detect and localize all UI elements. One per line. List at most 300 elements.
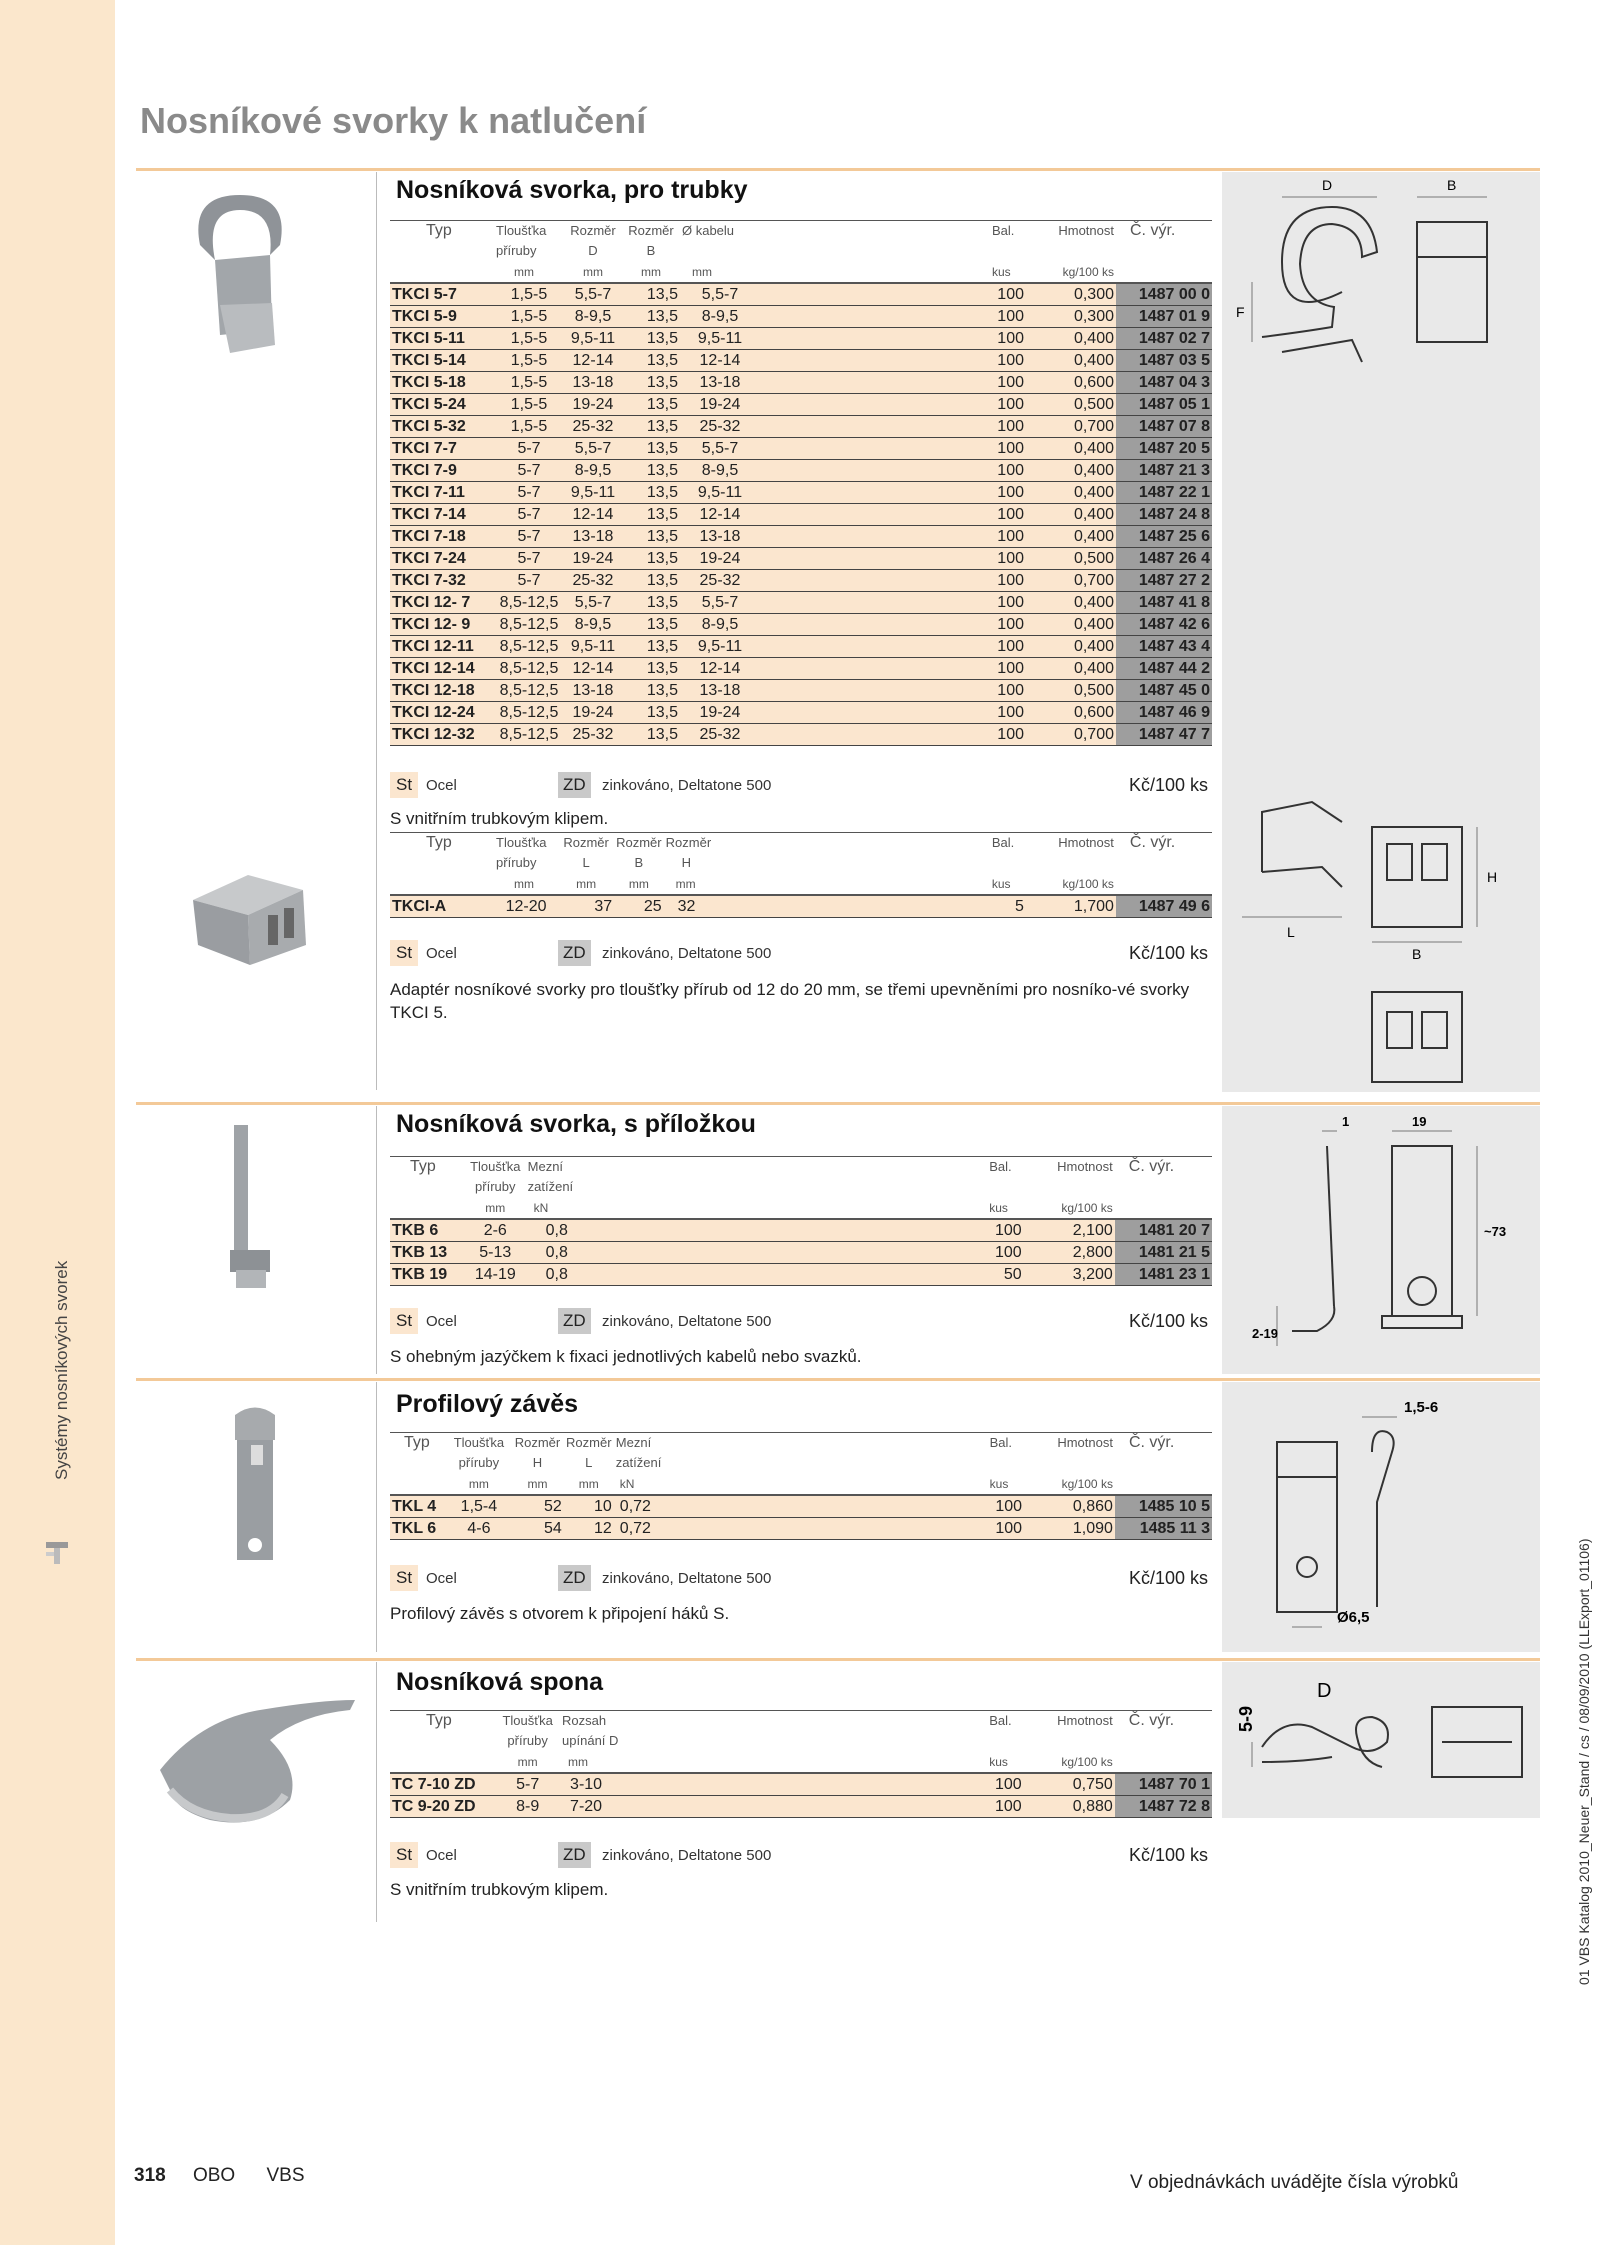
cell: 8,5-12,5 [494,680,564,702]
cell-article-number: 1487 46 9 [1116,702,1212,724]
cell-article-number: 1487 49 6 [1116,895,1212,918]
cell: 19-24 [564,702,622,724]
cell: 5,5-7 [680,438,760,460]
unit-kn: kN [614,1473,691,1495]
finish-zd-label: zinkováno, Deltatone 500 [602,1847,772,1864]
cell-typ: TKCI 7-14 [390,504,494,526]
table-row [390,350,1212,372]
footer-left [134,2165,305,2187]
cell: 8-9,5 [680,460,760,482]
table-row [390,394,1212,416]
cell: 13,5 [622,283,680,306]
cell-typ: TKCI 7-11 [390,482,494,504]
cell-typ: TKCI 5-9 [390,306,494,328]
finish-zd-label: zinkováno, Deltatone 500 [602,1313,772,1330]
cell: 2-6 [465,1219,526,1242]
table-row [390,548,1212,570]
table-row [390,416,1212,438]
table-row [390,1219,1212,1242]
dim-1: 1 [1342,1114,1350,1129]
col-tloustka: Tloušťka [496,835,547,850]
cell: 13-18 [680,526,760,548]
cell: 100 [987,1796,1023,1818]
cell: 19-24 [680,702,760,724]
cell: 5,5-7 [564,592,622,614]
cell: 8-9,5 [564,614,622,636]
cell-typ: TKCI 7-18 [390,526,494,548]
unit-mm: mm [622,261,680,283]
cell: 100 [990,592,1026,614]
cell: 5,5-7 [680,283,760,306]
col-l: L [582,855,590,870]
cell: 0,860 [1024,1495,1115,1518]
beam-clamp-icon [42,1536,72,1566]
col-d: D [588,243,598,258]
cell: 13,5 [622,350,680,372]
cell: 100 [987,1219,1023,1242]
cell-typ: TKL 6 [390,1518,447,1540]
cell: 13,5 [622,570,680,592]
cell-article-number: 1487 45 0 [1116,680,1212,702]
unit-mm: mm [494,261,564,283]
section-divider [136,1658,1540,1661]
cell-article-number: 1487 22 1 [1116,482,1212,504]
cell: 100 [990,460,1026,482]
col-tloustka: Tloušťka [502,1713,553,1728]
cell: 100 [990,658,1026,680]
cell: 9,5-11 [564,328,622,350]
cell: 100 [990,372,1026,394]
cell-article-number: 1481 23 1 [1115,1264,1212,1286]
dim-d: D [1322,177,1333,193]
col-hmotnost: Hmotnost [1024,1711,1115,1752]
col-b: B [634,855,644,870]
cell: 0,400 [1026,614,1116,636]
cell: 32 [664,895,744,918]
cell-article-number: 1487 02 7 [1116,328,1212,350]
material-row [390,1565,1212,1595]
section-rule [376,172,377,1090]
cell: 13,5 [622,372,680,394]
cell-typ: TKB 6 [390,1219,465,1242]
col-bal: Bal. [988,1433,1024,1474]
cell: 0,600 [1026,702,1116,724]
dim-d: D [1317,1680,1332,1702]
col-tloustka: Tloušťka [470,1159,521,1174]
table-row [390,306,1212,328]
table-row [390,460,1212,482]
cell-article-number: 1487 43 4 [1116,636,1212,658]
section-rule [376,1106,377,1374]
cell: 0,72 [614,1495,691,1518]
cell: 0,500 [1026,394,1116,416]
cell: 100 [990,394,1026,416]
tkci-table [390,220,1212,746]
section-title: Profilový závěs [396,1390,579,1418]
material-row [390,1842,1212,1872]
cell: 5-7 [494,570,564,592]
cell: 13,5 [622,658,680,680]
cell-typ: TC 7-10 ZD [390,1773,495,1796]
cell-article-number: 1487 07 8 [1116,416,1212,438]
col-zatizeni: zatížení [615,1455,662,1470]
cell: 9,5-11 [680,482,760,504]
col-typ: Typ [390,1157,465,1198]
side-bar [0,0,115,2245]
cell: 5,5-7 [564,438,622,460]
cell: 100 [988,1518,1024,1540]
section-note: Profilový závěs s otvorem k připojení háků S. [390,1604,730,1623]
col-rozmer-d: Rozměr [570,223,616,238]
table-row [390,570,1212,592]
tc-table [390,1710,1212,1818]
cell-article-number: 1487 04 3 [1116,372,1212,394]
section-note: S ohebným jazýčkem k fixaci jednotlivých kabelů nebo svazků. [390,1347,862,1366]
finish-zd-label: zinkováno, Deltatone 500 [602,945,772,962]
section-title: Nosníková svorka, s příložkou [396,1110,756,1138]
cell: 5-7 [494,504,564,526]
cell: 0,400 [1026,328,1116,350]
cell-article-number: 1487 05 1 [1116,394,1212,416]
cell: 0,8 [526,1219,613,1242]
section-note: S vnitřním trubkovým klipem. [390,809,609,828]
cell: 0,400 [1026,350,1116,372]
tc-spring-clip-photo [150,1680,360,1840]
cell: 1,5-5 [494,416,564,438]
finish-zd-badge: ZD [558,772,591,798]
cell: 100 [990,328,1026,350]
table-row [390,1796,1212,1818]
table-row [390,724,1212,746]
price-unit: Kč/100 ks [1128,1311,1208,1331]
section-divider [136,168,1540,171]
cell: 0,700 [1026,724,1116,746]
cell: 100 [990,504,1026,526]
col-rozmer-h: Rozměr [665,835,712,850]
tkb-table [390,1156,1212,1286]
cell: 5,5-7 [564,283,622,306]
cell: 0,400 [1026,636,1116,658]
cell: 13,5 [622,614,680,636]
section-note: S vnitřním trubkovým klipem. [390,1880,609,1899]
cell: 0,500 [1026,548,1116,570]
price-unit: Kč/100 ks [1128,1845,1208,1865]
cell: 0,700 [1026,570,1116,592]
col-typ: Typ [390,1433,447,1474]
cell: 8,5-12,5 [494,636,564,658]
cell-article-number: 1485 10 5 [1115,1495,1212,1518]
brand: OBO [192,2165,236,2186]
cell: 13-18 [680,680,760,702]
unit-mm: mm [465,1197,526,1219]
table-row [390,372,1212,394]
material-st-badge: St [390,772,418,798]
cell-article-number: 1487 25 6 [1116,526,1212,548]
cell: 5-13 [465,1242,526,1264]
section-title: Nosníková svorka, pro trubky [396,176,748,204]
cell-typ: TKCI 5-18 [390,372,494,394]
unit-mm: mm [511,1473,564,1495]
table-row [390,482,1212,504]
cell: 100 [990,570,1026,592]
col-cvyr: Č. výr. [1115,1433,1212,1474]
cell: 1,700 [1026,895,1116,918]
dim-19: 19 [1412,1114,1427,1129]
price-unit: Kč/100 ks [1128,775,1208,795]
cell: 13,5 [622,702,680,724]
cell: 100 [990,636,1026,658]
cell-article-number: 1487 27 2 [1116,570,1212,592]
cell: 5-7 [494,460,564,482]
unit-kg: kg/100 ks [1024,1751,1115,1773]
cell: 52 [511,1495,564,1518]
col-hmotnost: Hmotnost [1026,833,1116,874]
table-row [390,658,1212,680]
technical-drawing-panel [1222,1662,1540,1818]
dim-b: B [1412,946,1422,962]
cell-article-number: 1487 00 0 [1116,283,1212,306]
col-cvyr: Č. výr. [1116,221,1212,262]
cell-article-number: 1487 44 2 [1116,658,1212,680]
cell: 0,8 [526,1264,613,1286]
cell-article-number: 1481 20 7 [1115,1219,1212,1242]
col-priruby: příruby [507,1733,548,1748]
tkci-clip-photo [180,185,300,360]
table-row [390,614,1212,636]
cell: 5,5-7 [680,592,760,614]
col-rozmer-l: Rozměr [563,835,609,850]
cell: 9,5-11 [680,328,760,350]
cell: 13,5 [622,592,680,614]
col-mezni: Mezní [615,1435,652,1450]
cell: 13,5 [622,680,680,702]
cell: 100 [990,416,1026,438]
cell: 8,5-12,5 [494,702,564,724]
material-st-badge: St [390,1842,418,1868]
cell: 100 [990,350,1026,372]
unit-kus: kus [987,1197,1023,1219]
cell: 1,5-5 [494,306,564,328]
table-row [390,680,1212,702]
finish-zd-badge: ZD [558,1565,591,1591]
cell: 100 [990,482,1026,504]
cell: 13,5 [622,394,680,416]
cell: 3-10 [560,1773,631,1796]
col-hmotnost: Hmotnost [1024,1157,1115,1198]
cell: 100 [988,1495,1024,1518]
material-st-badge: St [390,1565,418,1591]
cell-typ: TKCI 5-32 [390,416,494,438]
col-typ: Typ [390,833,494,874]
cell: 0,400 [1026,592,1116,614]
cell: 5-7 [494,526,564,548]
cell-article-number: 1487 41 8 [1116,592,1212,614]
dim-f: F [1236,304,1245,320]
cell-article-number: 1487 26 4 [1116,548,1212,570]
cell: 0,300 [1026,306,1116,328]
unit-kg: kg/100 ks [1024,1197,1115,1219]
cell: 10 [564,1495,614,1518]
cell: 0,400 [1026,482,1116,504]
cell-article-number: 1487 47 7 [1116,724,1212,746]
cell: 13,5 [622,438,680,460]
table-row [390,895,1212,918]
finish-zd-badge: ZD [558,1308,591,1334]
material-row [390,772,1212,802]
col-typ: Typ [390,1711,495,1752]
cell: 13,5 [622,416,680,438]
cell: 0,8 [526,1242,613,1264]
table-row [390,1264,1212,1286]
cell: 0,700 [1026,416,1116,438]
table-row [390,526,1212,548]
col-rozmer-h: Rozměr [514,1435,561,1450]
cell: 25-32 [680,570,760,592]
cell-typ: TC 9-20 ZD [390,1796,495,1818]
material-st-label: Ocel [426,1847,457,1864]
cell: 100 [990,306,1026,328]
cell: 1,5-5 [494,350,564,372]
cell-article-number: 1487 24 8 [1116,504,1212,526]
cell: 50 [987,1264,1023,1286]
cell: 14-19 [465,1264,526,1286]
unit-mm: mm [558,873,614,895]
cell-typ: TKCI 7-32 [390,570,494,592]
col-rozmer-l: Rozměr [566,1435,612,1450]
unit-kus: kus [988,1473,1024,1495]
col-tloustka: Tloušťka [453,1435,505,1450]
unit-mm: mm [495,1751,560,1773]
cell: 100 [990,614,1026,636]
cell: 12-14 [564,350,622,372]
col-rozmer-b: Rozměr [628,223,674,238]
dim-hole: Ø6,5 [1337,1609,1370,1626]
technical-drawing-panel [1222,1106,1540,1374]
cell: 8-9 [495,1796,560,1818]
col-hmotnost: Hmotnost [1026,221,1116,262]
cell: 13,5 [622,548,680,570]
table-row [390,636,1212,658]
cell: 25-32 [680,724,760,746]
unit-mm: mm [564,261,622,283]
col-priruby: příruby [496,855,537,870]
cell-typ: TKCI 5-7 [390,283,494,306]
tkl-drawing [1222,1382,1540,1652]
cell: 0,300 [1026,283,1116,306]
cell: 1,5-5 [494,283,564,306]
col-cvyr: Č. výr. [1115,1157,1212,1198]
cell: 100 [990,724,1026,746]
cell: 13,5 [622,636,680,658]
cell-article-number: 1487 42 6 [1116,614,1212,636]
cell: 12 [564,1518,614,1540]
cell: 5-7 [494,548,564,570]
cell: 1,090 [1024,1518,1115,1540]
cell: 8,5-12,5 [494,614,564,636]
cell-typ: TKCI 12-14 [390,658,494,680]
table-row [390,328,1212,350]
cell: 25-32 [564,724,622,746]
col-bal: Bal. [990,833,1026,874]
cell: 8,5-12,5 [494,658,564,680]
material-st-badge: St [390,940,418,966]
dim-2-19: 2-19 [1252,1326,1279,1341]
cell: 1,5-5 [494,394,564,416]
cell: 5-7 [495,1773,560,1796]
cell: 0,400 [1026,526,1116,548]
cell: 1,5-4 [447,1495,512,1518]
dim-h: H [1487,869,1498,885]
cell-typ: TKCI 5-14 [390,350,494,372]
section-divider [136,1378,1540,1381]
col-typ: Typ [390,221,494,262]
section-rule [376,1662,377,1922]
material-st-label: Ocel [426,777,457,794]
finish-zd-label: zinkováno, Deltatone 500 [602,1570,772,1587]
col-priruby: příruby [475,1179,516,1194]
page-number: 318 [134,2165,166,2186]
cell-article-number: 1485 11 3 [1115,1518,1212,1540]
cell: 100 [990,526,1026,548]
cell: 19-24 [564,548,622,570]
col-kabel: Ø kabelu [680,221,760,262]
order-note: V objednávkách uvádějte čísla výrobků [1130,2172,1459,2193]
price-unit: Kč/100 ks [1128,1568,1208,1588]
cell: 19-24 [680,394,760,416]
unit-kg: kg/100 ks [1026,261,1116,283]
cell: 54 [511,1518,564,1540]
cell: 13-18 [680,372,760,394]
cell: 9,5-11 [680,636,760,658]
cell-typ: TKCI 12-18 [390,680,494,702]
unit-mm: mm [664,873,744,895]
unit-kus: kus [987,1751,1023,1773]
cell: 8-9,5 [680,306,760,328]
col-bal: Bal. [987,1157,1023,1198]
catalog-export-note: 01 VBS Katalog 2010_Neuer_Stand / cs / 08/09/2010 (LLExport_01106) [1576,1538,1592,1985]
col-priruby: příruby [496,243,537,258]
side-label: Systémy nosníkových svorek [52,1260,71,1480]
unit-mm: mm [447,1473,512,1495]
cell: 0,400 [1026,658,1116,680]
cell: 100 [987,1773,1023,1796]
material-row [390,940,1212,970]
tkb-clip-photo [220,1120,280,1295]
cell: 8-9,5 [564,460,622,482]
cell-typ: TKCI 12-11 [390,636,494,658]
cell-article-number: 1481 21 5 [1115,1242,1212,1264]
cell-article-number: 1487 20 5 [1116,438,1212,460]
col-mezni: Mezní [527,1159,564,1174]
price-unit: Kč/100 ks [1128,943,1208,963]
cell: 37 [558,895,614,918]
cell-typ: TKCI 7-9 [390,460,494,482]
cell: 9,5-11 [564,482,622,504]
col-cvyr: Č. výr. [1116,833,1212,874]
col-bal: Bal. [987,1711,1023,1752]
col-rozsah: Rozsah [562,1713,607,1728]
cell-typ: TKB 13 [390,1242,465,1264]
cell-typ: TKCI 7-24 [390,548,494,570]
cell: 3,200 [1024,1264,1115,1286]
cell: 1,5-5 [494,372,564,394]
page-title: Nosníkové svorky k natlučení [140,100,647,141]
section-note: Adaptér nosníkové svorky pro tloušťky přírub od 12 do 20 mm, se třemi upevněními pro nosníko-vé svorky TKCI 5. [390,980,1190,1022]
table-row [390,504,1212,526]
col-cvyr: Č. výr. [1115,1711,1212,1752]
cell-article-number: 1487 21 3 [1116,460,1212,482]
cell: 12-20 [494,895,558,918]
